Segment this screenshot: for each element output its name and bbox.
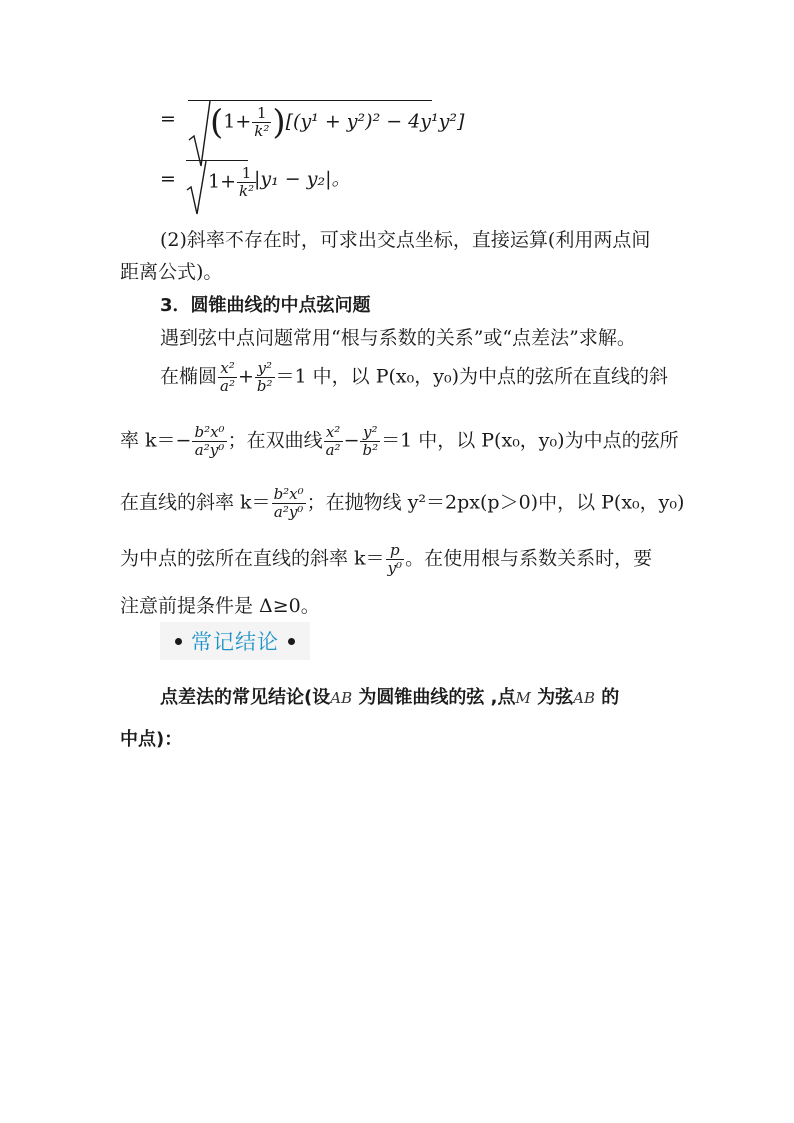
radicand: (1+ $\frac{1}{\text{k²}}$ )[(y¹ + y²)² − 4y¹y²] [188,100,432,140]
plus-sign: + [235,110,252,133]
hyperbola-line: 率 k＝− $\frac{\text{b²x⁰}}{\text{a²y⁰}}$ ；在双曲线 $\frac{\text{x²}}{\text{a²}}$ − $\frac{\text{y²}}{\text{b²}}$ ＝1 中，以 P(x₀，y₀)为中点的弦所 [120,423,679,459]
fraction-x2-a2: $\frac{\text{x²}}{\text{a²}}$ [220,359,235,395]
radicand: 1+ $\frac{1}{\text{k²}}$ [186,160,248,200]
fraction-x2-a2: $\frac{\text{x²}}{\text{a²}}$ [325,423,341,459]
fraction-one-over-k2: $\frac{1}{\text{k²}}$ [238,164,255,200]
math-m: M [515,689,531,707]
section-label: 常记结论 [191,630,279,654]
precondition-note: 注意前提条件是 Δ≥0。 [120,595,320,617]
square-root [188,100,465,143]
fraction-one-over-k2: $\frac{1}{\text{k²}}$ [254,104,270,140]
paragraph-2-line-2: 距离公式)。 [120,261,223,283]
equals-sign: = [160,168,176,190]
conclusion-line-2: 中点)： [120,729,183,750]
paragraph-2-line-1: (2)斜率不存在时，可求出交点坐标，直接运算(利用两点间 [160,229,651,251]
conclusion-line-1: 点差法的常见结论(设AB 为圆锥曲线的弦 ,点M 为弦AB 的 [160,687,620,708]
section-label-box [160,622,310,660]
fraction-y2-b2: $\frac{\text{y²}}{\text{b²}}$ [362,423,379,459]
fraction-slope-ellipse: $\frac{\text{b²x⁰}}{\text{a²y⁰}}$ [194,423,225,459]
section-3-title: 3．圆锥曲线的中点弦问题 [160,295,371,316]
ellipse-line: 在椭圆 $\frac{\text{x²}}{\text{a²}}$ + $\frac{\text{y²}}{\text{b²}}$ ＝1 中，以 P(x₀，y₀)为中点的弦所在直线的斜 [160,359,668,395]
bullet-dot-icon [175,638,182,645]
bracket-expression: [(y¹ + y²)² − 4y¹y²] [285,110,465,133]
slope-parabola-line: 为中点的弦所在直线的斜率 k＝ $\frac{p}{\text{y⁰}}$ 。在使用根与系数关系时，要 [120,541,653,577]
fraction-p-y0: $\frac{p}{\text{y⁰}}$ [387,541,403,577]
formula-line-2 [160,160,351,200]
math-ab: AB [330,689,353,707]
radical-sign-icon [186,160,208,216]
bullet-dot-icon [288,638,295,645]
square-root [186,160,255,200]
fraction-y2-b2: $\frac{\text{y²}}{\text{b²}}$ [256,359,273,395]
formula-line-1 [160,100,465,143]
math-ab: AB [573,689,595,707]
abs-expression: |y₁ − y₂|。 [254,168,351,190]
parabola-line: 在直线的斜率 k＝ $\frac{\text{b²x⁰}}{\text{a²y⁰}}$ ；在抛物线 y²＝2px(p＞0)中，以 P(x₀，y₀) [120,485,685,521]
term-one: 1 [223,110,236,133]
fraction-slope-hyperbola: $\frac{\text{b²x⁰}}{\text{a²y⁰}}$ [273,485,304,521]
equals-sign: = [160,108,176,130]
intro-text: 遇到弦中点问题常用“根与系数的关系”或“点差法”求解。 [160,327,636,349]
